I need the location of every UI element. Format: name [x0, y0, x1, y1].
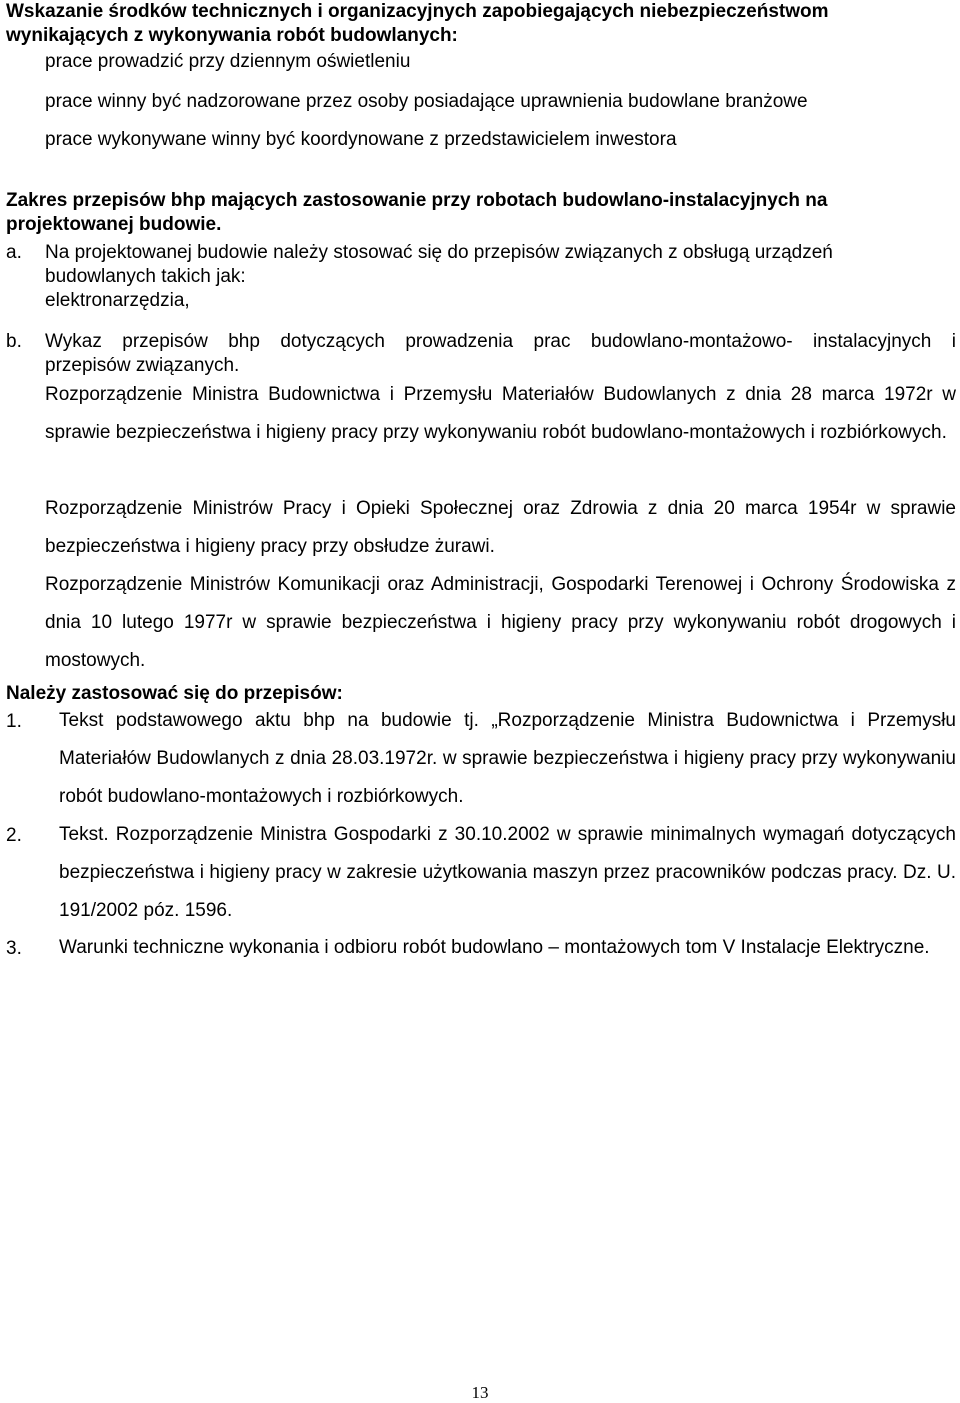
numbered-item-marker: 3. — [6, 938, 22, 959]
numbered-item-marker: 2. — [6, 825, 22, 846]
regulation-paragraph: Rozporządzenie Ministrów Pracy i Opieki Społecznej oraz Zdrowia z dnia 20 marca 1954r w sprawie bezpieczeństwa i higieny pracy przy obsłudze żurawi. — [45, 498, 956, 557]
section-heading-bhp-scope: Zakres przepisów bhp mających zastosowanie przy robotach budowlano-instalacyjnych na projektowanej budowie. — [6, 190, 828, 235]
measure-item: prace prowadzić przy dziennym oświetleniu — [45, 51, 411, 72]
measure-item: prace winny być nadzorowane przez osoby posiadające uprawnienia budowlane branżowe — [45, 91, 808, 112]
regulation-paragraph: Rozporządzenie Ministrów Komunikacji oraz Administracji, Gospodarki Terenowej i Ochrony Środowiska z dnia 10 lutego 1977r w sprawie bezpieczeństwa i higieny pracy przy wykonywaniu robót drogowych i mostowych. — [45, 574, 956, 671]
measure-item: prace wykonywane winny być koordynowane z przedstawicielem inwestora — [45, 129, 677, 150]
section-heading-apply-regulations: Należy zastosować się do przepisów: — [6, 683, 343, 704]
numbered-item-marker: 1. — [6, 711, 22, 732]
item-a-line: Na projektowanej budowie należy stosować się do przepisów związanych z obsługą urządzeń — [45, 242, 833, 263]
regulation-paragraph: Rozporządzenie Ministra Budownictwa i Przemysłu Materiałów Budowlanych z dnia 28 marca 1972r w sprawie bezpieczeństwa i higieny pracy przy wykonywaniu robót budowlano-montażowych i rozbiórkowych. — [45, 384, 956, 443]
item-b-marker: b. — [6, 331, 22, 352]
numbered-item-text: Warunki techniczne wykonania i odbioru robót budowlano – montażowych tom V Instalacje Elektryczne. — [59, 937, 930, 958]
numbered-item-text: Tekst podstawowego aktu bhp na budowie tj. „Rozporządzenie Ministra Budownictwa i Przemysłu Materiałów Budowlanych z dnia 28.03.1972r. w sprawie bezpieczeństwa i higieny pracy przy wykonywaniu robót budowlano-montażowych i rozbiórkowych. — [59, 710, 956, 807]
item-a-marker: a. — [6, 242, 22, 263]
page-number: 13 — [471, 1383, 489, 1402]
item-a-line: budowlanych takich jak: — [45, 266, 246, 287]
numbered-item-text: Tekst. Rozporządzenie Ministra Gospodarki z 30.10.2002 w sprawie minimalnych wymagań dotyczących bezpieczeństwa i higieny pracy w zakresie użytkowania maszyn przez pracowników podczas pracy. Dz. U. 191/2002 póz. 1596. — [59, 824, 956, 921]
section-heading-technical-measures: Wskazanie środków technicznych i organizacyjnych zapobiegających niebezpieczeństwom wynikających z wykonywania robót budowlanych: — [6, 1, 829, 46]
item-a-line: elektronarzędzia, — [45, 290, 190, 311]
item-b-line: przepisów związanych. — [45, 355, 240, 376]
item-b-line: Wykaz przepisów bhp dotyczących prowadzenia prac budowlano-montażowo- instalacyjnych i — [45, 331, 956, 352]
